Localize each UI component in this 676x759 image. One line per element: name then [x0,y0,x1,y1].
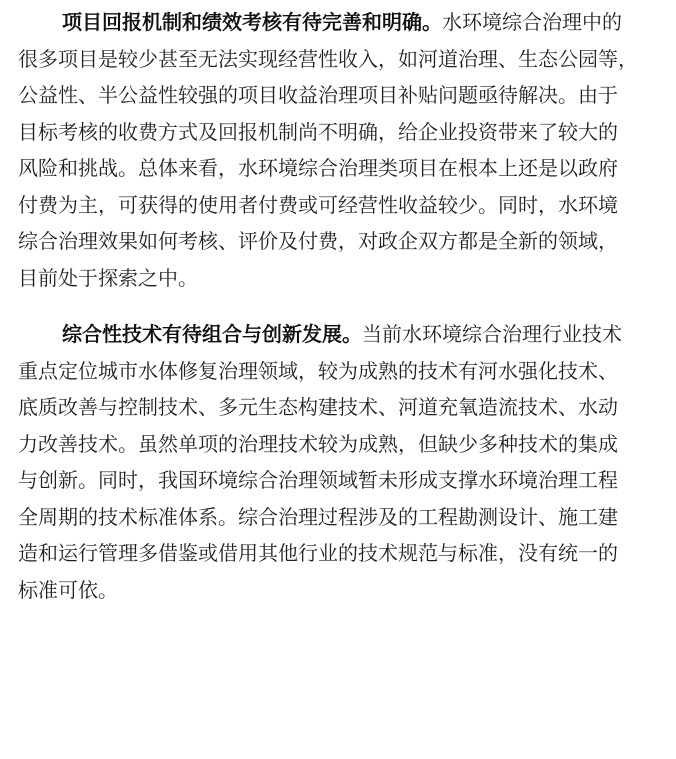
paragraph-heading: 综合性技术有待组合与创新发展。 [62,322,362,346]
paragraph-line: 付费为主，可获得的使用者付费或可经营性收益较少。同时，水环境 [18,192,618,217]
paragraph-line: 重点定位城市水体修复治理领域，较为成熟的技术有河水强化技术、 [18,358,618,383]
paragraph-project-return [18,4,662,296]
paragraph-line [18,316,662,353]
paragraph-line: 全周期的技术标准体系。综合治理过程涉及的工程勘测设计、施工建 [18,504,618,529]
article-body [18,0,662,608]
paragraph-line: 目前处于探索之中。 [18,265,198,290]
paragraph-line: 风险和挑战。总体来看，水环境综合治理类项目在根本上还是以政府 [18,156,618,180]
paragraph-line: 目标考核的收费方式及回报机制尚不明确，给企业投资带来了较大的 [18,119,618,144]
paragraph-text: 水环境综合治理中的 [442,10,622,34]
paragraph-line: 力改善技术。虽然单项的治理技术较为成熟，但缺少多种技术的集成 [18,431,618,456]
paragraph-line: 与创新。同时，我国环境综合治理领域暂未形成支撑水环境治理工程 [18,468,618,492]
paragraph-line [18,4,662,41]
paragraph-line: 底质改善与控制技术、多元生态构建技术、河道充氧造流技术、水动 [18,395,618,419]
paragraph-line: 综合治理效果如何考核、评价及付费，对政企双方都是全新的领域， [18,229,618,253]
paragraph-line: 标准可依。 [18,577,118,602]
paragraph-integrated-technology [18,316,662,608]
paragraph-line: 公益性、半公益性较强的项目收益治理项目补贴问题亟待解决。由于 [18,83,618,107]
paragraph-line: 造和运行管理多借鉴或借用其他行业的技术规范与标准，没有统一的 [18,541,618,565]
paragraph-text: 当前水环境综合治理行业技术 [362,322,622,346]
paragraph-heading: 项目回报机制和绩效考核有待完善和明确。 [62,10,442,34]
paragraph-line: 很多项目是较少甚至无法实现经营性收入，如河道治理、生态公园等， [18,46,638,71]
